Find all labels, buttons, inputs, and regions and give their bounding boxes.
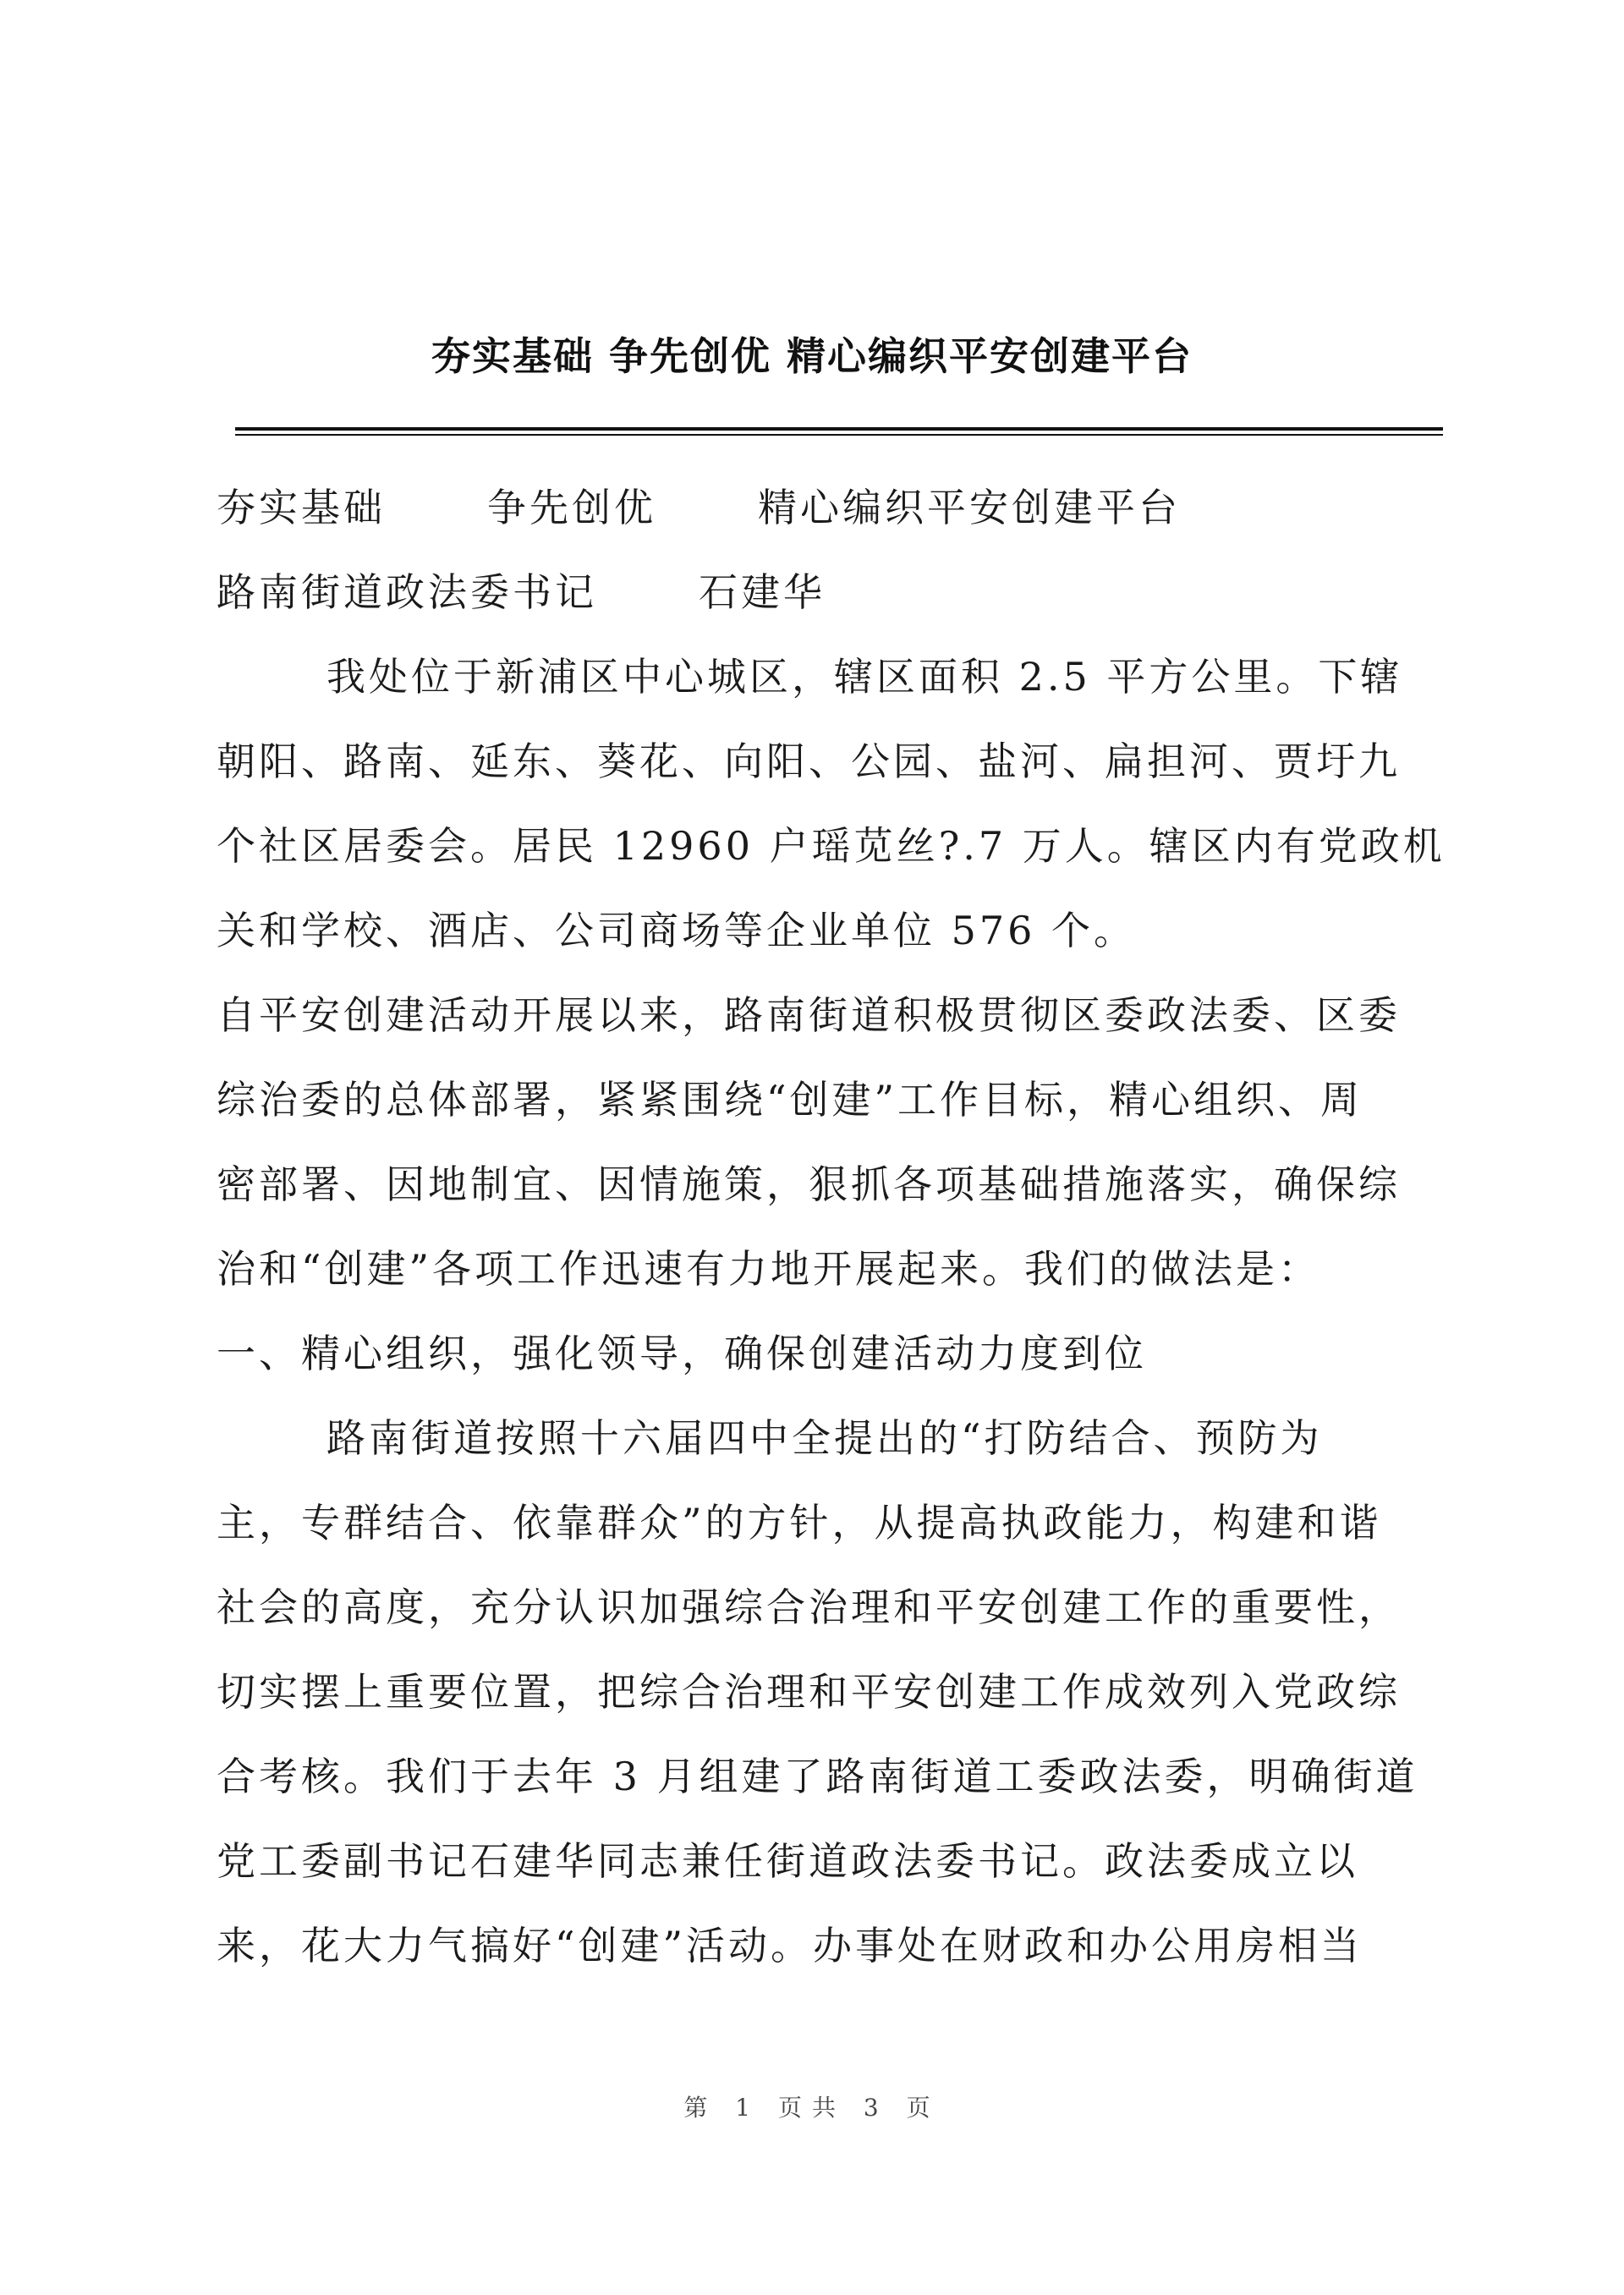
document-body [217, 465, 1446, 1988]
paragraph-line: 合考核。我们于去年 3 月组建了路南街道工委政法委，明确街道 [217, 1754, 1418, 1799]
title-rule-thick [235, 427, 1443, 431]
author-name: 石建华 [699, 569, 826, 615]
page-footer: 第 1 页共 3 页 [683, 2094, 941, 2122]
heading-part: 夯实基础 [217, 485, 386, 530]
paragraph-line: 社会的高度，充分认识加强综合治理和平安创建工作的重要性， [217, 1584, 1401, 1630]
paragraph-line: 治和“创建”各项工作迅速有力地开展起来。我们的做法是： [217, 1246, 1321, 1292]
paragraph-line: 个社区居委会。居民 12960 户瑶苋丝?.7 万人。辖区内有党政机 [217, 823, 1446, 869]
paragraph-line: 自平安创建活动开展以来，路南街道积极贯彻区委政法委、区委 [217, 992, 1401, 1038]
paragraph-line: 关和学校、酒店、公司商场等企业单位 576 个。 [217, 908, 1137, 953]
heading-part: 争先创优 [487, 485, 656, 530]
paragraph-line: 党工委副书记石建华同志兼任街道政法委书记。政法委成立以 [217, 1838, 1358, 1884]
paragraph-line: 主，专群结合、依靠群众”的方针，从提高执政能力，构建和谐 [217, 1500, 1382, 1546]
section-heading: 一、精心组织，强化领导，确保创建活动力度到位 [217, 1331, 1147, 1376]
paragraph-line: 综治委的总体部署，紧紧围绕“创建”工作目标，精心组织、周 [217, 1077, 1363, 1123]
paragraph-line: 切实摆上重要位置，把综合治理和平安创建工作成效列入党政综 [217, 1669, 1401, 1715]
author-role: 路南街道政法委书记 [217, 569, 597, 615]
document-title: 夯实基础 争先创优 精心编织平安创建平台 [431, 333, 1193, 379]
paragraph-line: 路南街道按照十六届四中全提出的“打防结合、预防为 [326, 1415, 1323, 1461]
heading-line [217, 465, 1443, 550]
paragraph-line: 我处位于新浦区中心城区，辖区面积 2.5 平方公里。下辖 [326, 654, 1403, 700]
author-line [217, 550, 1443, 634]
heading-part: 精心编织平安创建平台 [758, 485, 1181, 530]
paragraph-line: 密部署、因地制宜、因情施策，狠抓各项基础措施落实，确保综 [217, 1161, 1401, 1207]
paragraph-line: 来，花大力气搞好“创建”活动。办事处在财政和办公用房相当 [217, 1923, 1363, 1968]
title-rule-thin [235, 434, 1443, 436]
paragraph-line: 朝阳、路南、延东、葵花、向阳、公园、盐河、扁担河、贾圩九 [217, 738, 1401, 784]
